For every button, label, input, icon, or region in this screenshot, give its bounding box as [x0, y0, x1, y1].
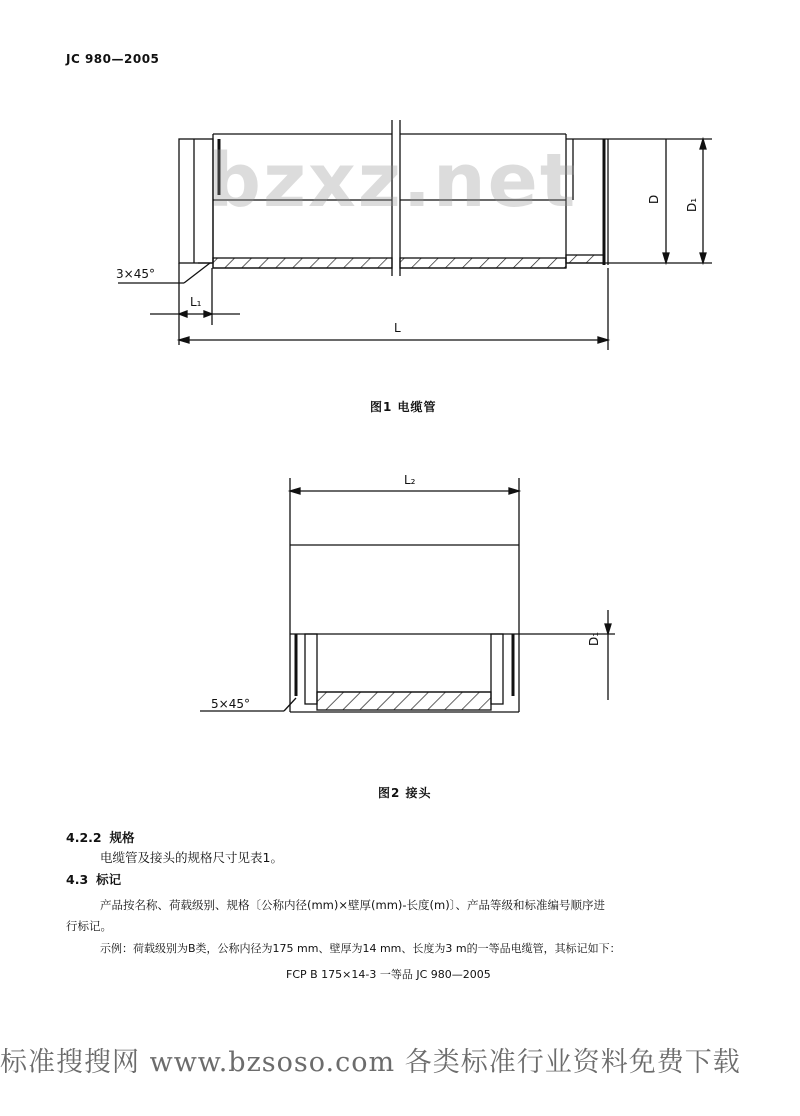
section-title: 规格 — [109, 830, 135, 845]
section-number: 4.2.2 — [66, 830, 102, 845]
watermark: bzxz.net — [208, 138, 578, 224]
figure2-caption: 图2 接头 — [378, 786, 432, 800]
section-4-3-heading — [66, 871, 121, 889]
fig1-L-label: L — [394, 321, 401, 335]
section-4-3-text-line1: 产品按名称、荷载级别、规格〔公称内径(mm)×壁厚(mm)-长度(m)〕、产品等级和标准编号顺序进 — [100, 898, 605, 912]
section-4-2-2-text: 电缆管及接头的规格尺寸见表1。 — [100, 850, 283, 865]
section-number: 4.3 — [66, 872, 89, 887]
fig1-D-label: D — [647, 194, 661, 204]
fig2-L2-label: L₂ — [404, 473, 416, 487]
marking-example: 示例：荷载级别为B类，公称内径为175 mm、壁厚为14 mm、长度为3 m的一等品电缆管，其标记如下： — [100, 942, 621, 955]
fig2-D1-label: D₁ — [587, 631, 601, 646]
standard-number: JC 980—2005 — [66, 52, 160, 66]
fig1-L1-label: L₁ — [190, 295, 202, 309]
figure1-caption: 图1 电缆管 — [370, 400, 437, 414]
fig1-D1-label: D₁ — [685, 197, 699, 212]
section-title: 标记 — [96, 872, 122, 887]
footer-banner: 标准搜搜网 www.bzsoso.com 各类标准行业资料免费下载 — [0, 1047, 741, 1078]
section-4-2-2-heading — [66, 829, 135, 847]
fig2-chamfer-label: 5×45° — [211, 697, 250, 711]
fig1-chamfer-label: 3×45° — [116, 267, 155, 281]
section-4-3-text-line2: 行标记。 — [66, 919, 112, 933]
figure2-drawing — [200, 478, 615, 712]
marking-result: FCP B 175×14-3 一等品 JC 980—2005 — [286, 968, 491, 981]
